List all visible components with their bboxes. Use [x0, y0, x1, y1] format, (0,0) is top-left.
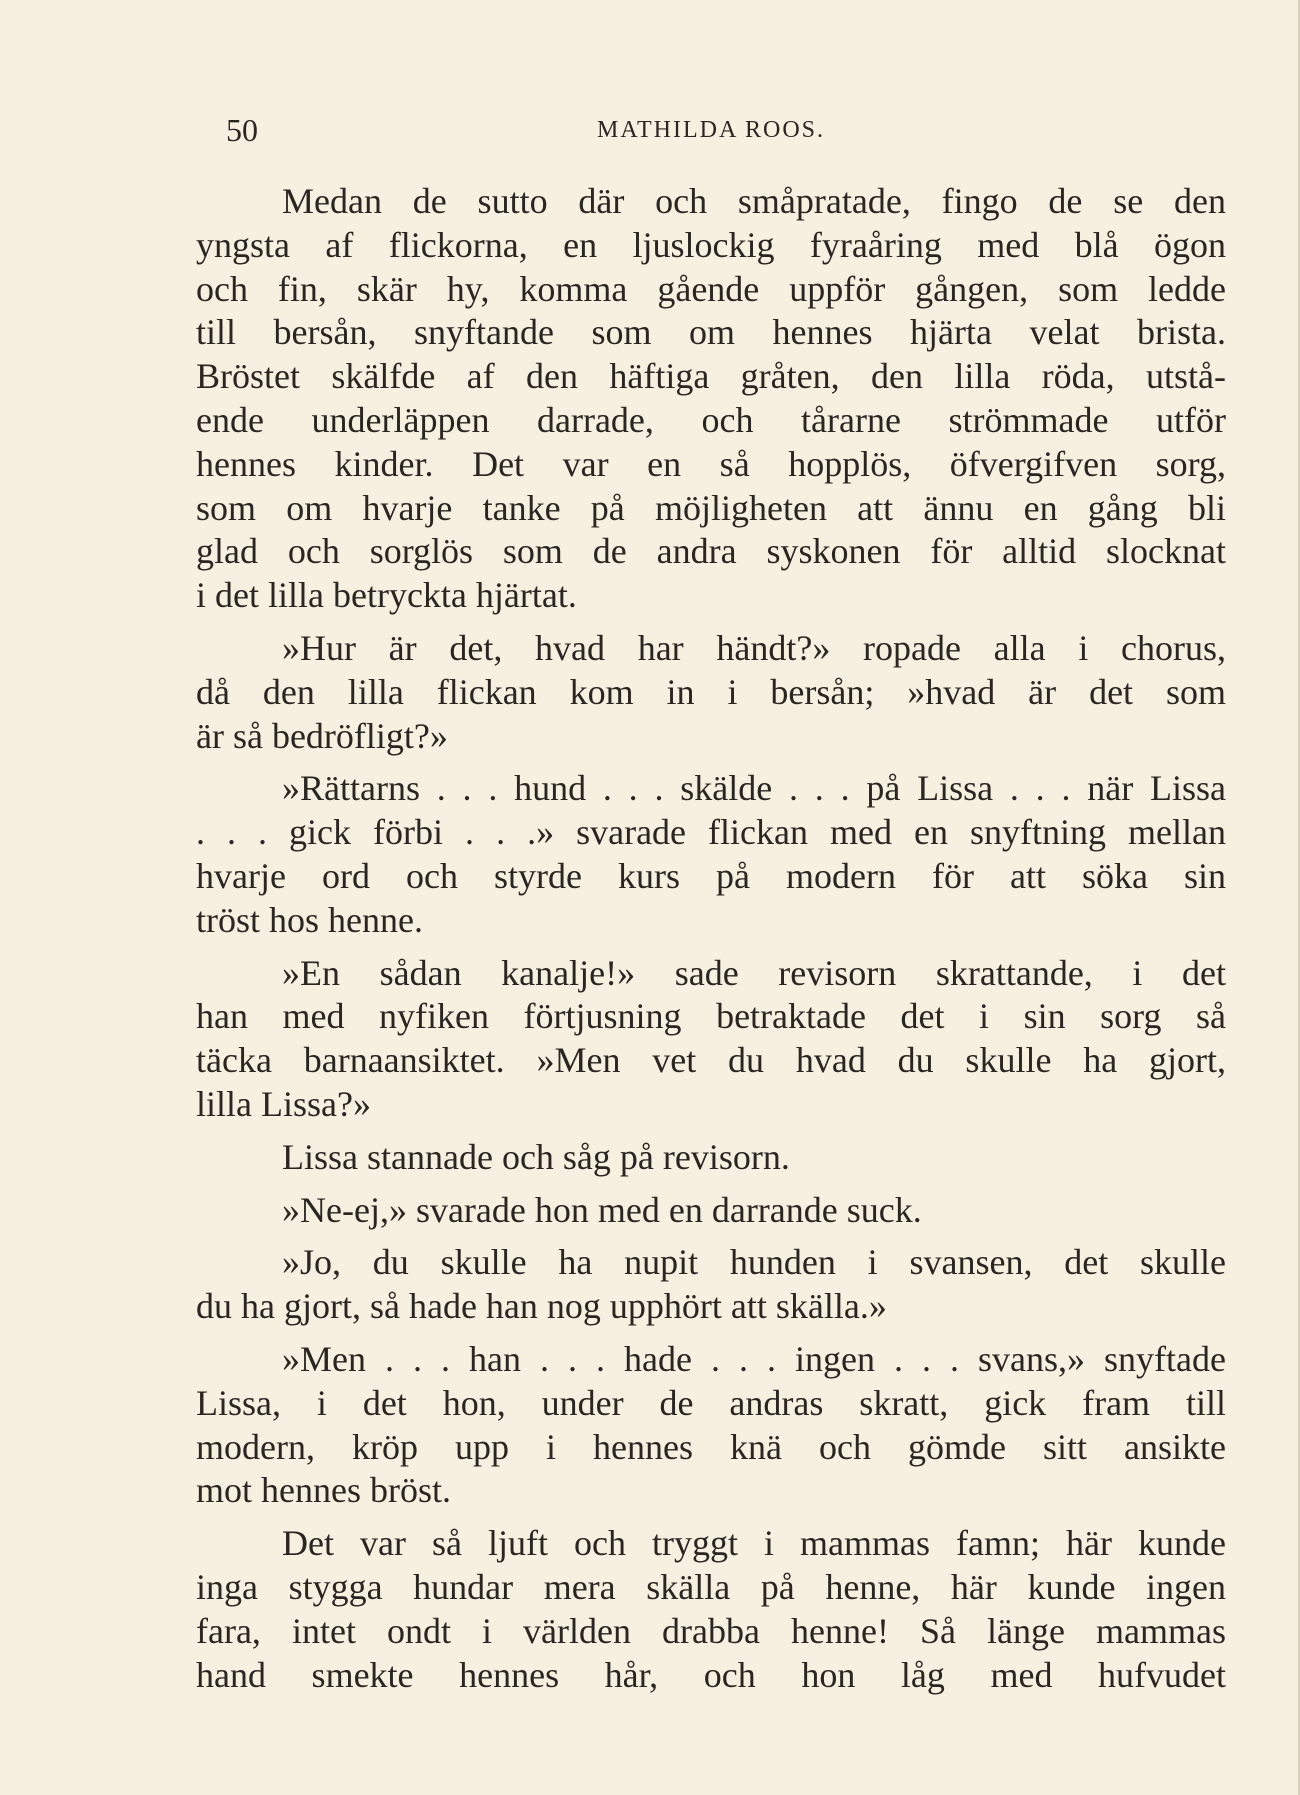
body-text: [196, 180, 1226, 1706]
text-line: Lissa stannade och såg på revisorn.: [282, 1136, 790, 1177]
text-line: till bersån, snyftande som om hennes hjärta velat brista.: [196, 312, 1226, 353]
text-line: »Jo, du skulle ha nupit hunden i svansen, det skulle: [282, 1242, 1226, 1283]
text-line: lilla Lissa?»: [196, 1083, 371, 1124]
text-line: »En sådan kanalje!» sade revisorn skrattande, i det: [282, 952, 1226, 993]
text-line: yngsta af flickorna, en ljuslockig fyraåring med blå ögon: [196, 224, 1226, 265]
paragraph: [196, 1241, 1226, 1329]
text-line: tröst hos henne.: [196, 899, 423, 940]
paragraph: [196, 180, 1226, 618]
text-line: »Hur är det, hvad har händt?» ropade alla i chorus,: [282, 627, 1226, 668]
text-line: täcka barnaansiktet. »Men vet du hvad du skulle ha gjort,: [196, 1040, 1226, 1081]
text-line: Lissa, i det hon, under de andras skratt, gick fram till: [196, 1382, 1226, 1423]
text-line: »Ne-ej,» svarade hon med en darrande suck.: [282, 1189, 922, 1230]
paragraph: [196, 1136, 1226, 1180]
paragraph: [196, 1522, 1226, 1697]
text-line: då den lilla flickan kom in i bersån; »hvad är det som: [196, 671, 1226, 712]
text-line: Det var så ljuft och tryggt i mammas famn; här kunde: [282, 1523, 1226, 1564]
text-line: Bröstet skälfde af den häftiga gråten, den lilla röda, utstå-: [196, 356, 1226, 397]
text-line: »Rättarns . . . hund . . . skälde . . . på Lissa . . . när Lissa: [282, 768, 1226, 809]
text-line: inga stygga hundar mera skälla på henne, här kunde ingen: [196, 1566, 1226, 1607]
text-line: ende underläppen darrade, och tårarne strömmade utför: [196, 399, 1226, 440]
page-number: 50: [226, 112, 258, 148]
paragraph: [196, 952, 1226, 1127]
paragraph: [196, 1189, 1226, 1233]
text-line: hvarje ord och styrde kurs på modern för att söka sin: [196, 855, 1226, 896]
text-line: Medan de sutto där och småpratade, fingo de se den: [282, 181, 1226, 221]
text-line: hand smekte hennes hår, och hon låg med hufvudet: [196, 1654, 1226, 1695]
paragraph: [196, 767, 1226, 942]
text-line: glad och sorglös som de andra syskonen för alltid slocknat: [196, 531, 1226, 572]
paragraph: [196, 1338, 1226, 1513]
text-line: du ha gjort, så hade han nog upphört att skälla.»: [196, 1286, 887, 1327]
text-line: . . . gick förbi . . .» svarade flickan med en snyftning mellan: [196, 812, 1226, 853]
text-line: mot hennes bröst.: [196, 1470, 451, 1511]
paragraph: [196, 627, 1226, 758]
text-line: han med nyfiken förtjusning betraktade det i sin sorg så: [196, 996, 1226, 1037]
text-line: som om hvarje tanke på möjligheten att ännu en gång bli: [196, 487, 1226, 528]
text-line: i det lilla betryckta hjärtat.: [196, 575, 577, 616]
text-line: hennes kinder. Det var en så hopplös, öfvergifven sorg,: [196, 443, 1226, 484]
running-title: MATHILDA ROOS.: [596, 117, 825, 143]
text-line: »Men . . . han . . . hade . . . ingen . . . svans,» snyftade: [282, 1338, 1226, 1379]
text-line: är så bedröfligt?»: [196, 715, 448, 756]
text-line: fara, intet ondt i världen drabba henne! Så länge mammas: [196, 1610, 1226, 1651]
text-line: modern, kröp upp i hennes knä och gömde sitt ansikte: [196, 1426, 1226, 1467]
page-header: [196, 108, 1226, 152]
text-line: och fin, skär hy, komma gående uppför gången, som ledde: [196, 268, 1226, 309]
